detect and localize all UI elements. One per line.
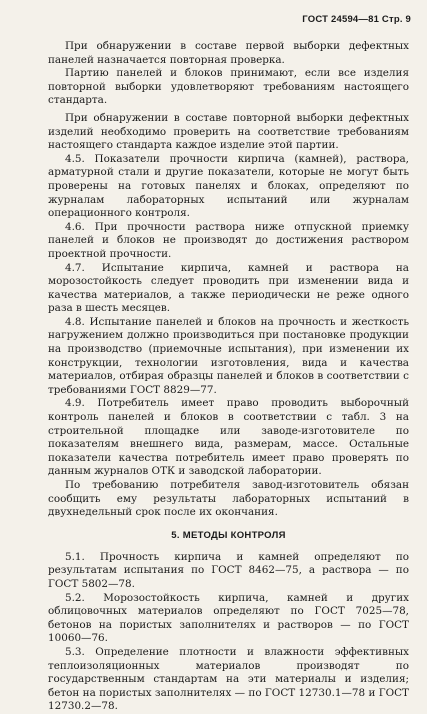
- page-header: ГОСТ 24594—81 Стр. 9: [302, 14, 411, 25]
- paragraph: 4.6. При прочности раствора ниже отпускной приемку панелей и блоков не производят до достижения раствором проектной прочности.: [48, 220, 409, 260]
- paragraph: При обнаружении в составе повторной выборки дефектных изделий необходимо проверить на соответствие требованиям настоящего стандарта каждое изделие этой партии.: [48, 111, 409, 152]
- paragraph: 4.7. Испытание кирпича, камней и раствора на морозостойкость следует проводить при изменении вида и качества материалов, а также периодически не реже одного раза в шесть месяцев.: [48, 261, 409, 315]
- paragraph: Партию панелей и блоков принимают, если все изделия повторной выборки удовлетворяют требованиям настоящего стандарта.: [48, 67, 409, 107]
- paragraph: При обнаружении в составе первой выборки дефектных панелей назначается повторная проверка.: [48, 40, 409, 66]
- section-title: 5. МЕТОДЫ КОНТРОЛЯ: [171, 529, 286, 541]
- paragraph: 4.5. Показатели прочности кирпича (камней), раствора, арматурной стали и другие показатели, которые не могут быть проверены на готовых панелях и блоках, определяют по журналам лабораторных испытаний или журналам операционного контроля.: [48, 152, 409, 220]
- paragraph: 5.3. Определение плотности и влажности эффективных теплоизоляционных материалов производят по государственным стандартам на эти материалы и изделия; бетон на пористых заполнителях — по ГОСТ 12730.1—78 и ГОСТ 12730.2—78.: [48, 645, 409, 713]
- paragraph: 5.2. Морозостойкость кирпича, камней и других облицовочных материалов определяют по ГОСТ 7025—78, бетонов на пористых заполнителях и растворов — по ГОСТ 10060—76.: [48, 591, 409, 645]
- paragraph: 5.1. Прочность кирпича и камней определяют по результатам испытания по ГОСТ 8462—75, а раствора — по ГОСТ 5802—78.: [48, 550, 409, 590]
- paragraph: 4.8. Испытание панелей и блоков на прочность и жесткость нагружением должно производиться при постановке продукции на производство (приемочные испытания), при изменении их конструкции, технологии изготовления, вида и качества материалов, отбирая образцы панелей и блоков в соответствии с требованиями ГОСТ 8829—77.: [48, 315, 409, 396]
- paragraph: 4.9. Потребитель имеет право проводить выборочный контроль панелей и блоков в соответствии с табл. 3 на строительной площадке или заводе-изготовителе по показателям внешнего вида, размерам, массе. Остальные показатели качества потребитель имеет право проверять по данным журналов ОТК и заводской лаборатории.: [48, 397, 409, 478]
- document-body: [48, 40, 409, 714]
- paragraph: По требованию потребителя завод-изготовитель обязан сообщить ему результаты лабораторных испытаний в двухнедельный срок после их окончания.: [48, 479, 409, 519]
